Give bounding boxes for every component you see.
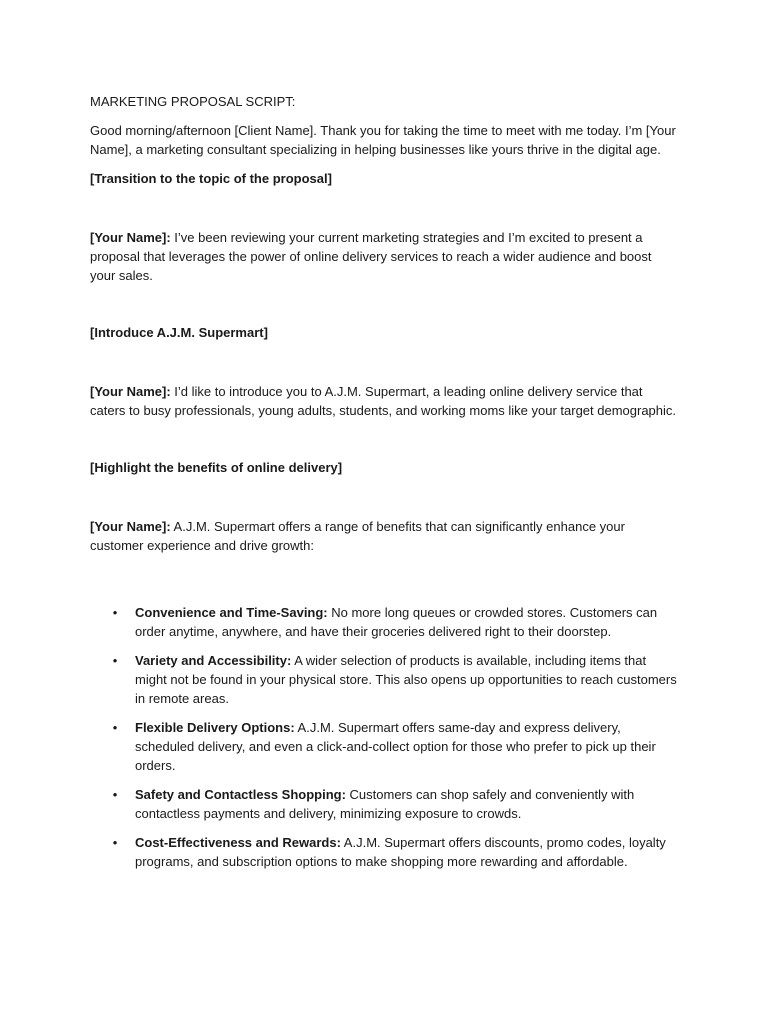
dialog-text: A.J.M. Supermart offers a range of benefits that can significantly enhance your customer experience and drive growth:	[90, 519, 625, 553]
intro-paragraph: Good morning/afternoon [Client Name]. Thank you for taking the time to meet with me today. I’m [Your Name], a marketing consultant specializing in helping businesses like yours thrive in the digital age.	[90, 123, 676, 157]
bullet-icon: •	[112, 787, 118, 802]
benefit-text: A.J.M. Supermart offers same-day and express delivery, scheduled delivery, and even a click-and-collect option for those who prefer to pick up their orders.	[135, 720, 656, 773]
speaker-label: [Your Name]:	[90, 384, 171, 399]
bullet-icon: •	[112, 653, 118, 668]
section-heading-transition: [Transition to the topic of the proposal]	[90, 171, 332, 186]
benefit-term: Variety and Accessibility:	[135, 653, 292, 668]
benefit-term: Cost-Effectiveness and Rewards:	[135, 835, 341, 850]
list-item	[90, 785, 678, 823]
section-heading-benefits: [Highlight the benefits of online delivery]	[90, 460, 343, 475]
benefit-term: Safety and Contactless Shopping:	[135, 787, 346, 802]
dialog-paragraph-benefits	[90, 517, 678, 555]
benefit-text: No more long queues or crowded stores. Customers can order anytime, anywhere, and have their groceries delivered right to their doorstep.	[135, 605, 658, 639]
document-body	[90, 92, 678, 881]
dialog-paragraph-introduce	[90, 382, 678, 420]
benefit-term: Flexible Delivery Options:	[135, 720, 295, 735]
benefits-list	[90, 603, 678, 871]
benefit-text: A wider selection of products is available, including items that might not be found in your physical store. This also opens up opportunities to reach customers in remote areas.	[135, 653, 677, 706]
dialog-text: I’ve been reviewing your current marketing strategies and I’m excited to present a proposal that leverages the power of online delivery services to reach a wider audience and boost your sales.	[90, 230, 652, 283]
speaker-label: [Your Name]:	[90, 519, 171, 534]
dialog-paragraph-transition	[90, 228, 678, 285]
dialog-text: I’d like to introduce you to A.J.M. Supermart, a leading online delivery service that caters to busy professionals, young adults, students, and working moms like your target demographic.	[90, 384, 677, 418]
benefit-text: Customers can shop safely and conveniently with contactless payments and delivery, minimizing exposure to crowds.	[135, 787, 635, 821]
document-title: MARKETING PROPOSAL SCRIPT:	[90, 94, 296, 109]
benefit-text: A.J.M. Supermart offers discounts, promo codes, loyalty programs, and subscription options to make shopping more rewarding and affordable.	[135, 835, 666, 869]
bullet-icon: •	[112, 605, 118, 620]
list-item	[90, 833, 678, 871]
list-item	[90, 718, 678, 775]
section-heading-introduce: [Introduce A.J.M. Supermart]	[90, 325, 268, 340]
bullet-icon: •	[112, 720, 118, 735]
benefit-term: Convenience and Time-Saving:	[135, 605, 328, 620]
list-item	[90, 603, 678, 641]
list-item	[90, 651, 678, 708]
bullet-icon: •	[112, 835, 118, 850]
speaker-label: [Your Name]:	[90, 230, 171, 245]
